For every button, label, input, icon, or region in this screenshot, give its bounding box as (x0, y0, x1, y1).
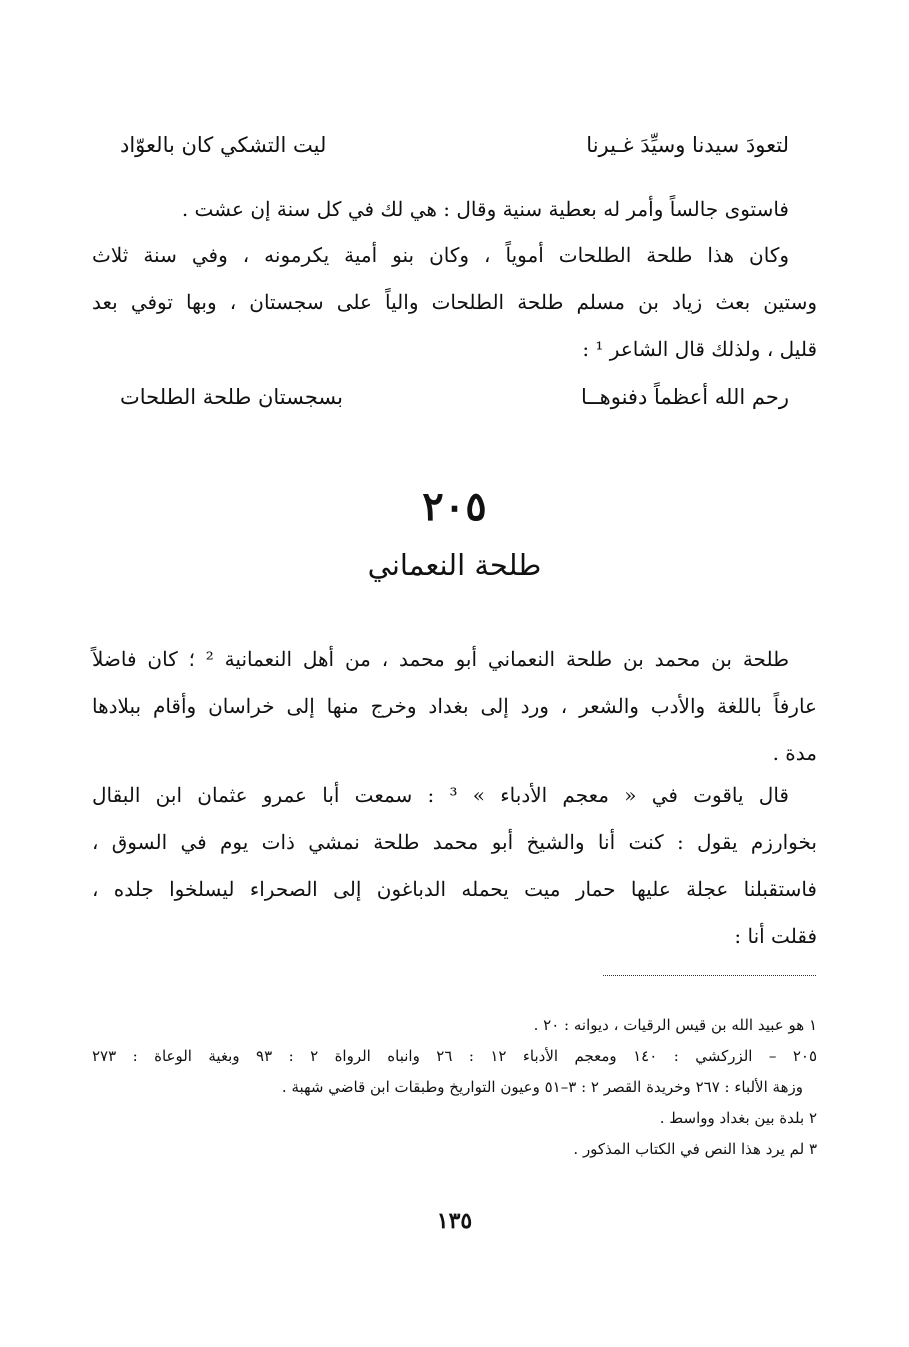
footnote-divider (603, 975, 816, 976)
entry-number: ٢٠٥ (422, 483, 487, 530)
footnote-205-line-2: وزهة الألباء : ٢٦٧ وخريدة القصر ٢ : ٣–٥١ وعيون التواريخ وطبقات ابن قاضي شهبة . (281, 1078, 803, 1096)
paragraph-line: فاستوى جالساً وأمر له بعطية سنية وقال : هي لك في كل سنة إن عشت . (181, 197, 789, 221)
paragraph-line: قليل ، ولذلك قال الشاعر ¹ : (582, 337, 817, 361)
paragraph-1 (92, 186, 817, 233)
verse-bottom-hemistich-right: رحم الله أعظماً دفنوهــا (580, 385, 789, 409)
paragraph-line: وكان هذا طلحة الطلحات أموياً ، وكان بنو أمية يكرمونه ، وفي سنة ثلاث (92, 243, 789, 267)
paragraph-line: قال ياقوت في « معجم الأدباء » ³ : سمعت أبا عمرو عثمان ابن البقال (92, 783, 789, 807)
page-number: ١٣٥ (436, 1208, 473, 1234)
entry-title: طلحة النعماني (367, 548, 542, 582)
paragraph-line: فقلت أنا : (734, 924, 817, 948)
paragraph-2 (92, 232, 817, 373)
paragraph-3 (92, 636, 817, 777)
paragraph-line: وستين بعث زياد بن مسلم طلحة الطلحات والياً على سجستان ، وبها توفي بعد (92, 290, 817, 314)
paragraph-line: عارفاً باللغة والأدب والشعر ، ورد إلى بغداد وخرج منها إلى خراسان وأقام ببلادها (92, 694, 817, 718)
verse-top (120, 130, 789, 160)
paragraph-line: طلحة بن محمد بن طلحة النعماني أبو محمد ، من أهل النعمانية ² ؛ كان فاضلاً (92, 647, 789, 671)
footnote-205-line-1: ٢٠٥ – الزركشي : ١٤٠ ومعجم الأدباء ١٢ : ٢٦ وانباه الرواة ٢ : ٩٣ وبغية الوعاة : ٢٧٣ (92, 1047, 818, 1065)
footnote-3: ٣ لم يرد هذا النص في الكتاب المذكور . (573, 1140, 817, 1158)
verse-bottom-hemistich-left: بسجستان طلحة الطلحات (120, 385, 343, 409)
paragraph-line: بخوارزم يقول : كنت أنا والشيخ أبو محمد طلحة نمشي ذات يوم في السوق ، (92, 830, 817, 854)
verse-top-hemistich-left: ليت التشكي كان بالعوّاد (120, 133, 327, 157)
verse-bottom (120, 382, 789, 412)
paragraph-line: مدة . (772, 741, 817, 765)
paragraph-4 (92, 772, 817, 960)
footnote-1: ١ هو عبيد الله بن قيس الرقيات ، ديوانه : ٢٠ . (533, 1016, 817, 1034)
verse-top-hemistich-right: لتعودَ سيدنا وسيِّدَ غـيرنا (586, 133, 789, 157)
footnotes (92, 1010, 817, 1165)
footnote-2: ٢ بلدة بين بغداد وواسط . (659, 1109, 817, 1127)
paragraph-line: فاستقبلنا عجلة عليها حمار ميت يحمله الدباغون إلى الصحراء ليسلخوا جلده ، (92, 877, 817, 901)
